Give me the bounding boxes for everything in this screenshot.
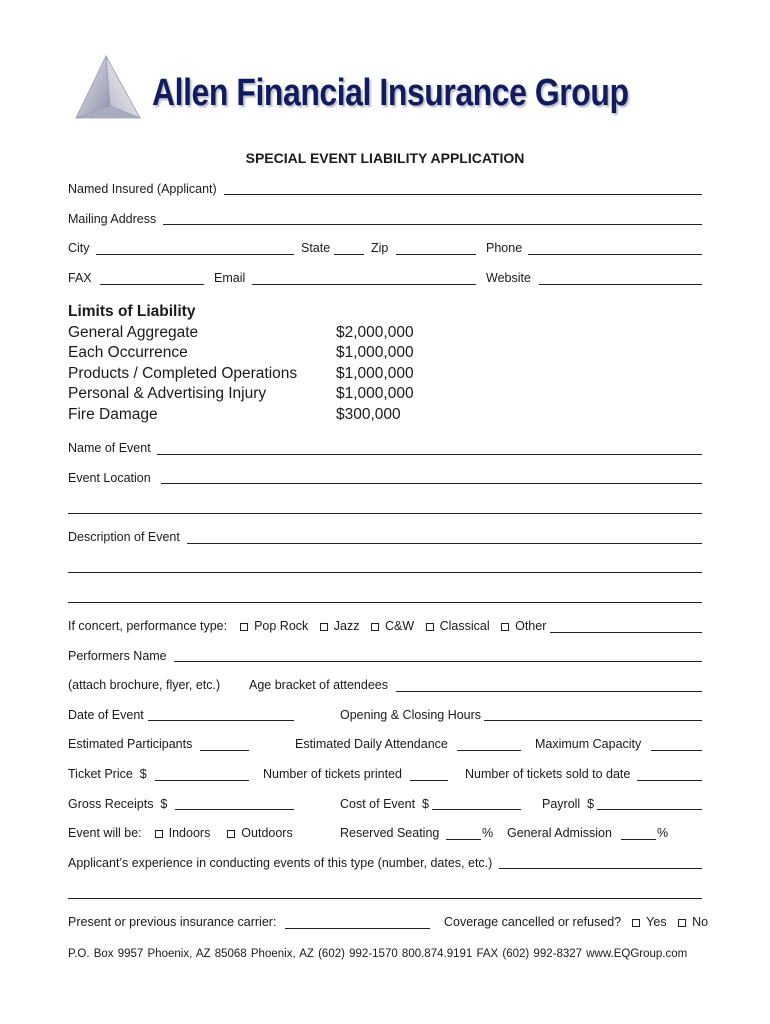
website-field[interactable] xyxy=(539,284,702,285)
tickets-sold-label: Number of tickets sold to date xyxy=(465,767,631,781)
payroll-field[interactable] xyxy=(597,809,702,810)
website-label: Website xyxy=(486,271,531,285)
general-admission-percent: % xyxy=(657,826,669,840)
tickets-sold-field[interactable] xyxy=(637,780,702,781)
reserved-seating-percent: % xyxy=(482,826,494,840)
limit-amount: $300,000 xyxy=(336,406,401,423)
option-other[interactable]: Other xyxy=(501,619,546,633)
checkbox-icon[interactable] xyxy=(155,830,163,838)
payroll-label: Payroll $ xyxy=(542,797,595,811)
gross-receipts-field[interactable] xyxy=(175,809,294,810)
checkbox-icon[interactable] xyxy=(320,623,328,631)
event-description-label: Description of Event xyxy=(68,530,180,544)
email-field[interactable] xyxy=(252,284,476,285)
option-c-and-w[interactable]: C&W xyxy=(371,619,414,633)
checkbox-icon[interactable] xyxy=(678,919,686,927)
carrier-label: Present or previous insurance carrier: xyxy=(68,915,277,929)
option-pop-rock[interactable]: Pop Rock xyxy=(240,619,308,633)
general-admission-label: General Admission xyxy=(507,826,612,840)
named-insured-label: Named Insured (Applicant) xyxy=(68,182,217,196)
cancelled-row xyxy=(444,915,708,930)
limit-label: Products / Completed Operations xyxy=(68,365,298,382)
fax-field[interactable] xyxy=(100,284,204,285)
phone-field[interactable] xyxy=(528,254,702,255)
option-no[interactable]: No xyxy=(678,915,708,929)
cost-field[interactable] xyxy=(432,809,521,810)
checkbox-icon[interactable] xyxy=(632,919,640,927)
attach-note: (attach brochure, flyer, etc.) xyxy=(68,678,221,692)
footer-contact: P.O. Box 9957 Phoenix, AZ 85068 Phoenix, AZ (602) 992-1570 800.874.9191 FAX (602) 992-8327 www.EQGroup.com xyxy=(68,948,688,960)
event-description-field-line3[interactable] xyxy=(68,602,702,603)
experience-field[interactable] xyxy=(499,868,702,869)
named-insured-field[interactable] xyxy=(224,194,702,195)
performers-label: Performers Name xyxy=(68,649,167,663)
experience-field-line2[interactable] xyxy=(68,898,702,899)
limit-label: General Aggregate xyxy=(68,324,199,341)
event-description-field[interactable] xyxy=(187,543,702,544)
email-label: Email xyxy=(214,271,246,285)
limit-amount: $2,000,000 xyxy=(336,324,414,341)
mailing-address-label: Mailing Address xyxy=(68,212,157,226)
carrier-field[interactable] xyxy=(285,928,430,929)
city-label: City xyxy=(68,241,90,255)
checkbox-icon[interactable] xyxy=(371,623,379,631)
limit-label: Fire Damage xyxy=(68,406,158,423)
event-name-field[interactable] xyxy=(157,454,702,455)
mailing-address-field[interactable] xyxy=(163,224,702,225)
limit-label: Personal & Advertising Injury xyxy=(68,385,267,402)
zip-label: Zip xyxy=(371,241,389,255)
hours-label: Opening & Closing Hours xyxy=(340,708,482,722)
performance-type-label: If concert, performance type: xyxy=(68,619,228,633)
cancelled-label: Coverage cancelled or refused? xyxy=(444,915,622,929)
option-outdoors[interactable]: Outdoors xyxy=(227,826,292,840)
participants-label: Estimated Participants xyxy=(68,737,193,751)
event-date-label: Date of Event xyxy=(68,708,144,722)
checkbox-icon[interactable] xyxy=(501,623,509,631)
state-field[interactable] xyxy=(334,254,364,255)
limit-label: Each Occurrence xyxy=(68,344,188,361)
fax-label: FAX xyxy=(68,271,92,285)
event-location-field-line2[interactable] xyxy=(68,513,702,514)
reserved-seating-label: Reserved Seating xyxy=(340,826,440,840)
age-bracket-label: Age bracket of attendees xyxy=(249,678,388,692)
event-will-be-row xyxy=(68,826,301,841)
participants-field[interactable] xyxy=(200,750,249,751)
limit-amount: $1,000,000 xyxy=(336,365,414,382)
max-capacity-field[interactable] xyxy=(651,750,702,751)
gross-receipts-label: Gross Receipts $ xyxy=(68,797,168,811)
event-name-label: Name of Event xyxy=(68,441,151,455)
event-location-label: Event Location xyxy=(68,471,151,485)
limits-heading: Limits of Liability xyxy=(68,303,196,320)
zip-field[interactable] xyxy=(396,254,476,255)
option-classical[interactable]: Classical xyxy=(426,619,490,633)
general-admission-field[interactable] xyxy=(621,839,656,840)
other-performance-field[interactable] xyxy=(550,632,702,633)
performers-field[interactable] xyxy=(174,661,702,662)
event-location-field[interactable] xyxy=(161,483,702,484)
tickets-printed-label: Number of tickets printed xyxy=(263,767,402,781)
option-indoors[interactable]: Indoors xyxy=(155,826,211,840)
hours-field[interactable] xyxy=(484,720,702,721)
performance-type-row xyxy=(68,619,554,634)
event-will-be-label: Event will be: xyxy=(68,826,142,840)
option-jazz[interactable]: Jazz xyxy=(320,619,360,633)
ticket-price-field[interactable] xyxy=(155,780,249,781)
ticket-price-label: Ticket Price $ xyxy=(68,767,147,781)
daily-attendance-field[interactable] xyxy=(457,750,521,751)
age-bracket-field[interactable] xyxy=(396,691,702,692)
cost-label: Cost of Event $ xyxy=(340,797,429,811)
max-capacity-label: Maximum Capacity xyxy=(535,737,642,751)
company-logo-icon xyxy=(70,52,144,122)
checkbox-icon[interactable] xyxy=(426,623,434,631)
reserved-seating-field[interactable] xyxy=(446,839,481,840)
limit-amount: $1,000,000 xyxy=(336,385,414,402)
event-date-field[interactable] xyxy=(148,720,294,721)
daily-attendance-label: Estimated Daily Attendance xyxy=(295,737,448,751)
option-yes[interactable]: Yes xyxy=(632,915,666,929)
form-title: SPECIAL EVENT LIABILITY APPLICATION xyxy=(245,150,525,166)
state-label: State xyxy=(301,241,331,255)
tickets-printed-field[interactable] xyxy=(410,780,448,781)
checkbox-icon[interactable] xyxy=(227,830,235,838)
checkbox-icon[interactable] xyxy=(240,623,248,631)
phone-label: Phone xyxy=(486,241,523,255)
event-description-field-line2[interactable] xyxy=(68,572,702,573)
city-field[interactable] xyxy=(96,254,294,255)
experience-label: Applicant’s experience in conducting events of this type (number, dates, etc.) xyxy=(68,856,493,870)
limit-amount: $1,000,000 xyxy=(336,344,414,361)
company-name: Allen Financial Insurance Group xyxy=(152,72,629,114)
